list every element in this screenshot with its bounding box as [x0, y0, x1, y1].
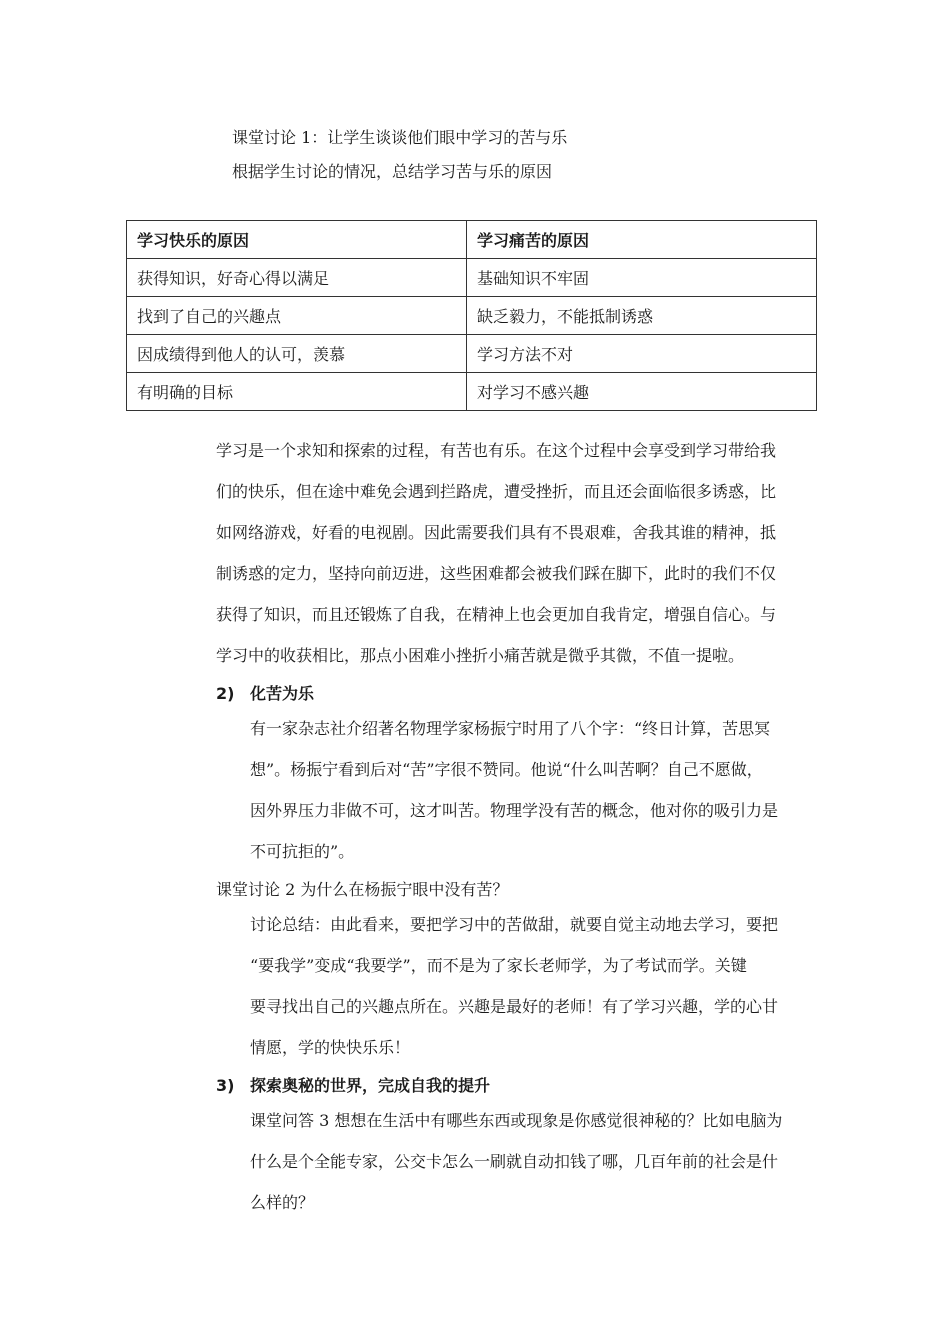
table-cell: 缺乏毅力，不能抵制诱惑: [467, 297, 817, 335]
text-line: 们的快乐，但在途中难免会遇到拦路虎，遭受挫折，而且还会面临很多诱惑，比: [216, 482, 777, 501]
paragraph-discussion-summary: [250, 904, 778, 1068]
table-cell: 有明确的目标: [127, 373, 467, 411]
section-3-heading: [216, 1076, 490, 1096]
text-line: 学习中的收获相比，那点小困难小挫折小痛苦就是微乎其微，不值一提啦。: [216, 646, 745, 665]
discussion-1-prompt: 课堂讨论 1：让学生谈谈他们眼中学习的苦与乐: [232, 128, 568, 147]
table-cell: 获得知识，好奇心得以满足: [127, 259, 467, 297]
paragraph-classroom-question: [250, 1100, 782, 1223]
table-cell: 找到了自己的兴趣点: [127, 297, 467, 335]
table-cell: 对学习不感兴趣: [467, 373, 817, 411]
paragraph-learning-process: [216, 430, 776, 676]
section-number: 3): [216, 1076, 235, 1095]
paragraph-yang-zhenning: [250, 708, 778, 872]
table-row: [127, 297, 817, 335]
table-header-row: [127, 221, 817, 259]
table-cell: 基础知识不牢固: [467, 259, 817, 297]
text-line: 课堂问答 3 想想在生活中有哪些东西或现象是你感觉很神秘的？比如电脑为: [250, 1111, 783, 1130]
section-2-heading: [216, 684, 314, 704]
table-header-cell: 学习快乐的原因: [127, 221, 467, 259]
text-line: 要寻找出自己的兴趣点所在。兴趣是最好的老师！有了学习兴趣，学的心甘: [250, 997, 779, 1016]
text-line: 制诱惑的定力，坚持向前迈进，这些困难都会被我们踩在脚下，此时的我们不仅: [216, 564, 777, 583]
discussion-1-summary: 根据学生讨论的情况，总结学习苦与乐的原因: [232, 162, 553, 181]
section-title: 探索奥秘的世界，完成自我的提升: [250, 1076, 491, 1095]
text-line: 什么是个全能专家，公交卡怎么一刷就自动扣钱了哪，几百年前的社会是什: [250, 1152, 779, 1171]
table-row: [127, 373, 817, 411]
text-line: 情愿，学的快快乐乐！: [250, 1038, 411, 1057]
text-line: 么样的？: [250, 1193, 315, 1212]
reasons-table: [126, 220, 817, 411]
text-line: 获得了知识，而且还锻炼了自我，在精神上也会更加自我肯定，增强自信心。与: [216, 605, 777, 624]
table-row: [127, 259, 817, 297]
text-line: 因外界压力非做不可，这才叫苦。物理学没有苦的概念，他对你的吸引力是: [250, 801, 779, 820]
discussion-2-prompt: 课堂讨论 2 为什么在杨振宁眼中没有苦？: [216, 880, 509, 899]
table-header-cell: 学习痛苦的原因: [467, 221, 817, 259]
section-number: 2): [216, 684, 235, 703]
text-line: 学习是一个求知和探索的过程，有苦也有乐。在这个过程中会享受到学习带给我: [216, 441, 777, 460]
table-row: [127, 335, 817, 373]
table-cell: 因成绩得到他人的认可，羡慕: [127, 335, 467, 373]
text-line: 有一家杂志社介绍著名物理学家杨振宁时用了八个字：“终日计算，苦思冥: [250, 719, 771, 738]
text-line: “要我学”变成“我要学”，而不是为了家长老师学，为了考试而学。关键: [250, 956, 747, 975]
table-cell: 学习方法不对: [467, 335, 817, 373]
text-line: 想”。杨振宁看到后对“苦”字很不赞同。他说“什么叫苦啊？自己不愿做，: [250, 760, 763, 779]
text-line: 如网络游戏，好看的电视剧。因此需要我们具有不畏艰难，舍我其谁的精神，抵: [216, 523, 777, 542]
text-line: 讨论总结：由此看来，要把学习中的苦做甜，就要自觉主动地去学习，要把: [250, 915, 779, 934]
section-title: 化苦为乐: [250, 684, 315, 703]
text-line: 不可抗拒的”。: [250, 842, 355, 861]
